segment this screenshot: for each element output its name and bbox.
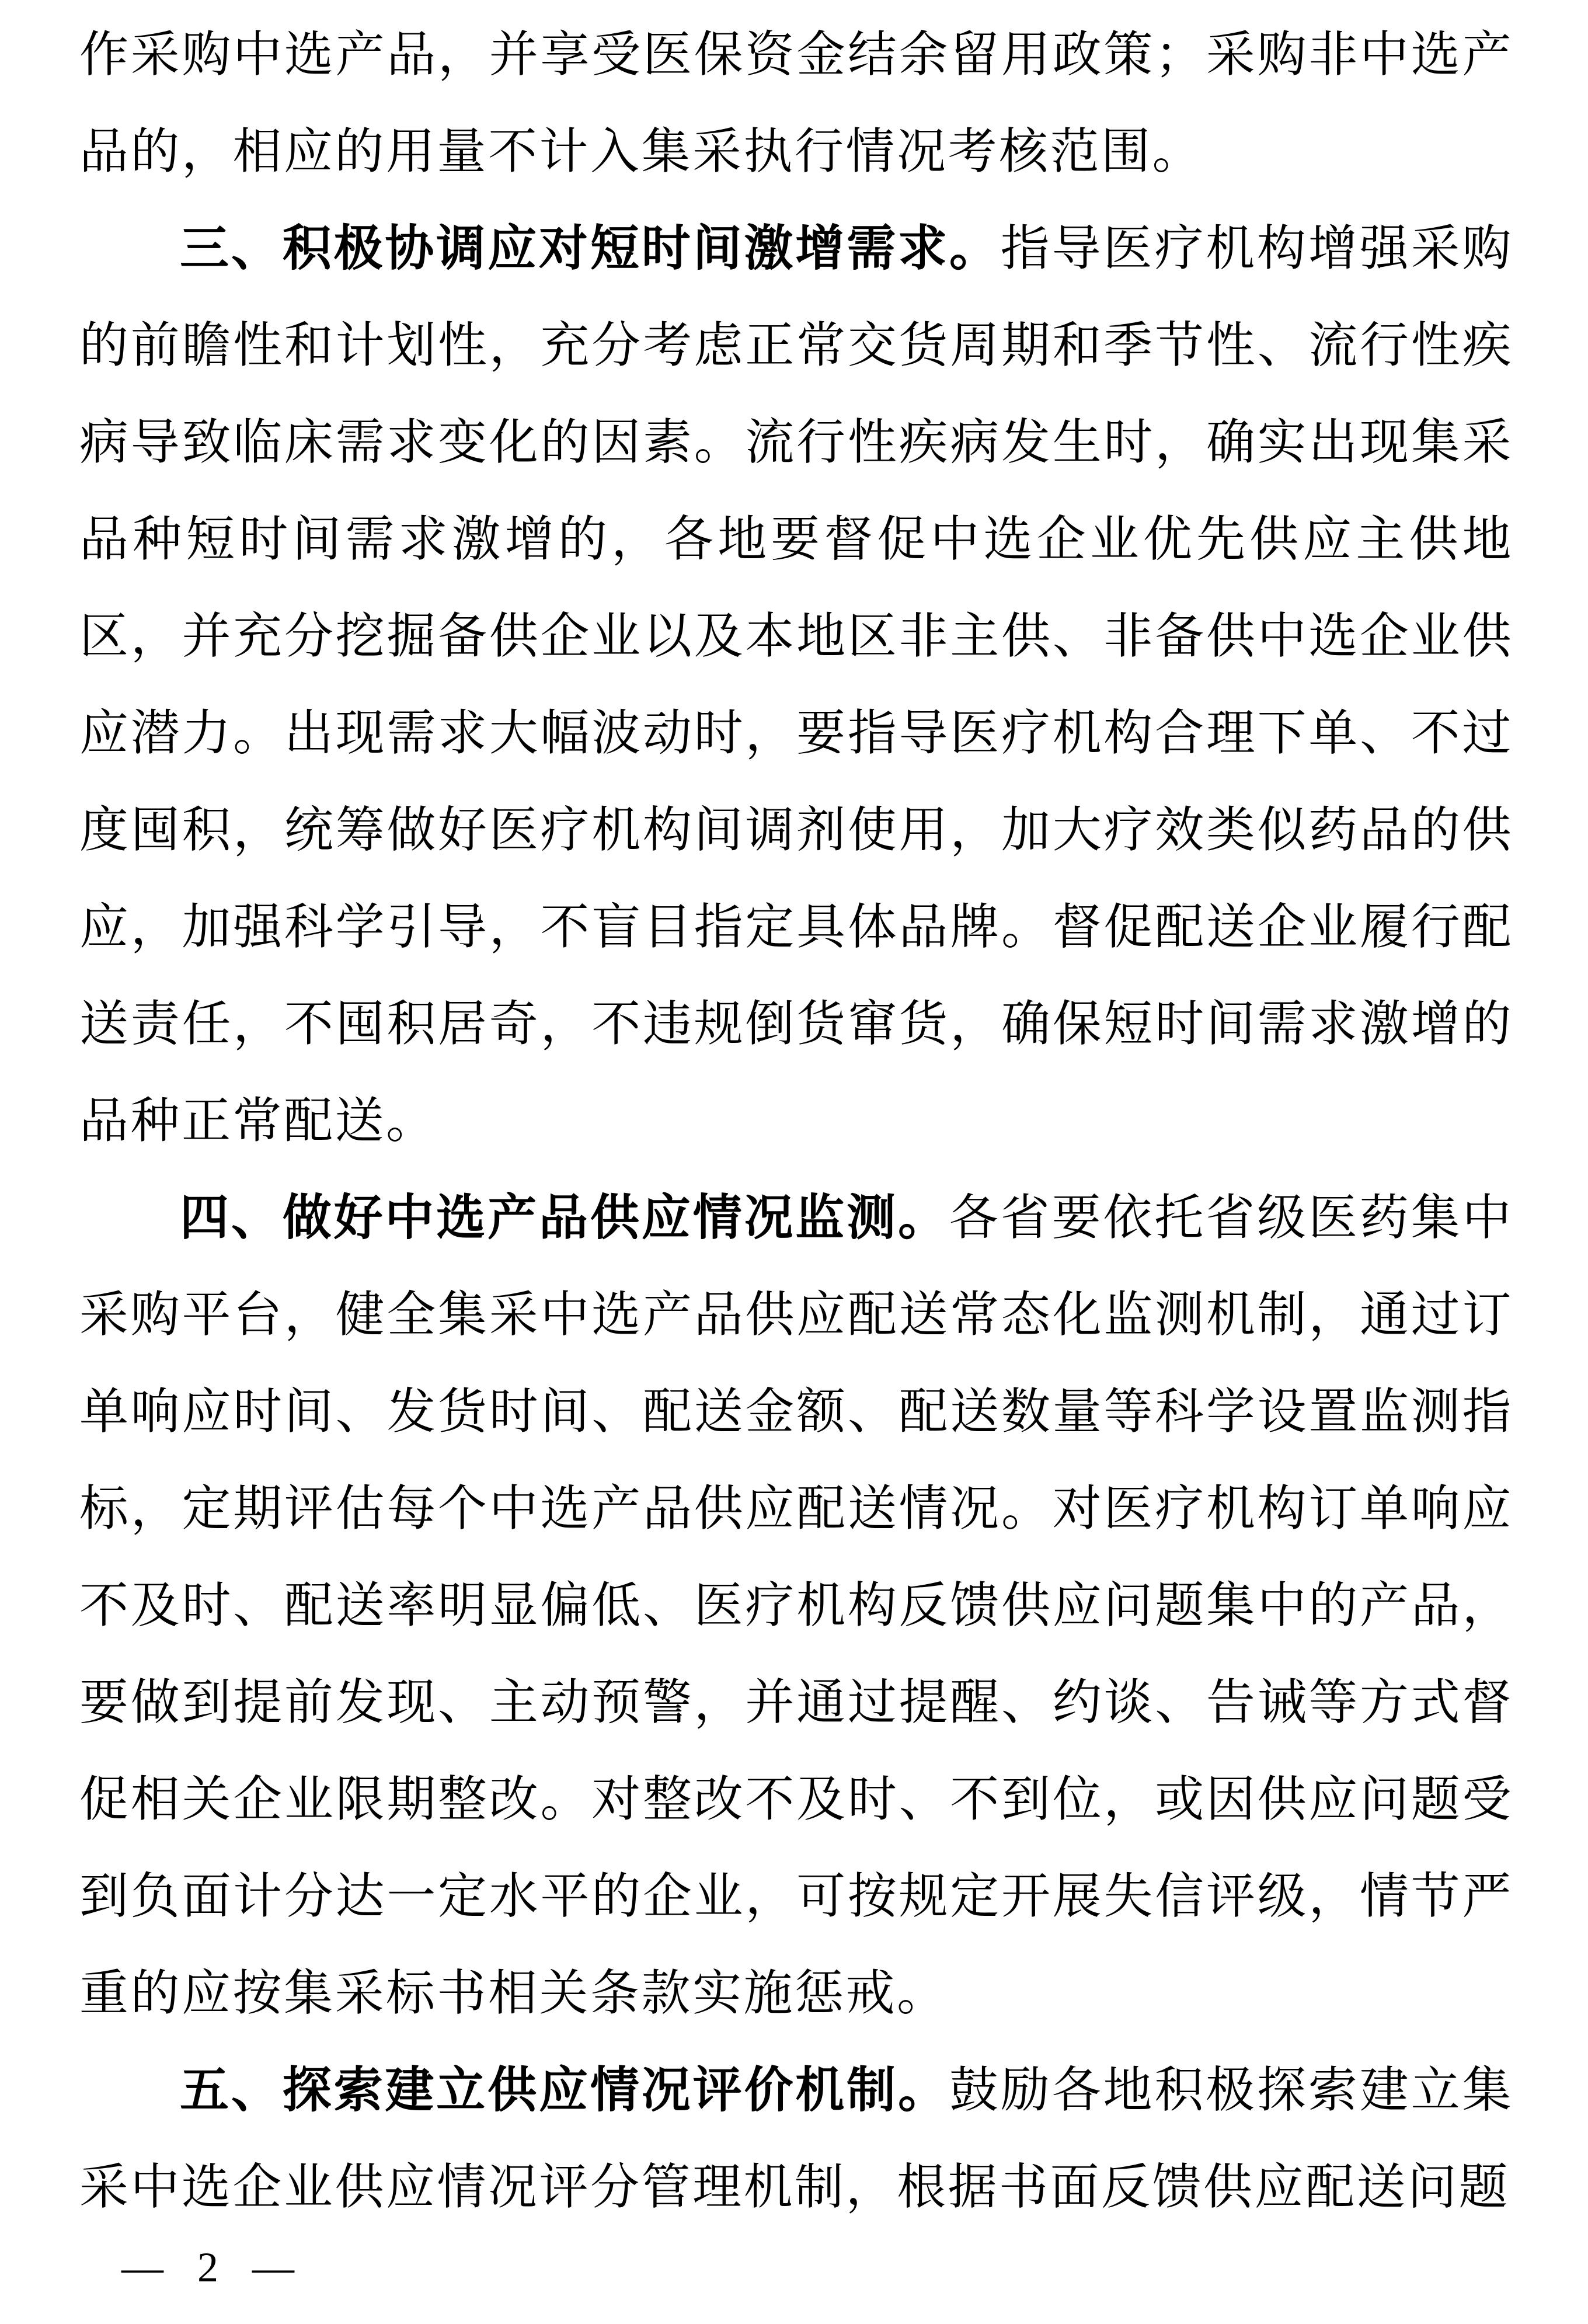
document-page xyxy=(79,7,1513,2236)
section-four-heading: 四、做好中选产品供应情况监测。 xyxy=(180,1191,949,1246)
paragraph-text: 鼓励各地积极探索建立集采中选企业供应情况评分管理机制，根据书面反馈供应配送问题 xyxy=(79,2064,1513,2215)
paragraph-section-four xyxy=(79,1170,1513,2043)
paragraph-section-five xyxy=(79,2043,1513,2236)
page-number: — 2 — xyxy=(121,2244,298,2291)
page-footer xyxy=(121,2241,298,2294)
section-five-heading: 五、探索建立供应情况评价机制。 xyxy=(180,2064,949,2118)
paragraph-continuation xyxy=(79,7,1513,201)
paragraph-text: 作采购中选产品，并享受医保资金结余留用政策；采购非中选产品的，相应的用量不计入集采执行情况考核范围。 xyxy=(79,28,1513,179)
section-three-heading: 三、积极协调应对短时间激增需求。 xyxy=(180,222,1001,276)
paragraph-text: 各省要依托省级医药集中采购平台，健全集采中选产品供应配送常态化监测机制，通过订单响应时间、发货时间、配送金额、配送数量等科学设置监测指标，定期评估每个中选产品供应配送情况。对医疗机构订单响应不及时、配送率明显偏低、医疗机构反馈供应问题集中的产品，要做到提前发现、主动预警，并通过提醒、约谈、告诫等方式督促相关企业限期整改。对整改不及时、不到位，或因供应问题受到负面计分达一定水平的企业，可按规定开展失信评级，情节严重的应按集采标书相关条款实施惩戒。 xyxy=(79,1191,1513,2021)
paragraph-text: 指导医疗机构增强采购的前瞻性和计划性，充分考虑正常交货周期和季节性、流行性疾病导致临床需求变化的因素。流行性疾病发生时，确实出现集采品种短时间需求激增的，各地要督促中选企业优先供应主供地区，并充分挖掘备供企业以及本地区非主供、非备供中选企业供应潜力。出现需求大幅波动时，要指导医疗机构合理下单、不过度囤积，统筹做好医疗机构间调剂使用，加大疗效类似药品的供应，加强科学引导，不盲目指定具体品牌。督促配送企业履行配送责任，不囤积居奇，不违规倒货窜货，确保短时间需求激增的品种正常配送。 xyxy=(79,222,1513,1149)
paragraph-section-three xyxy=(79,201,1513,1170)
